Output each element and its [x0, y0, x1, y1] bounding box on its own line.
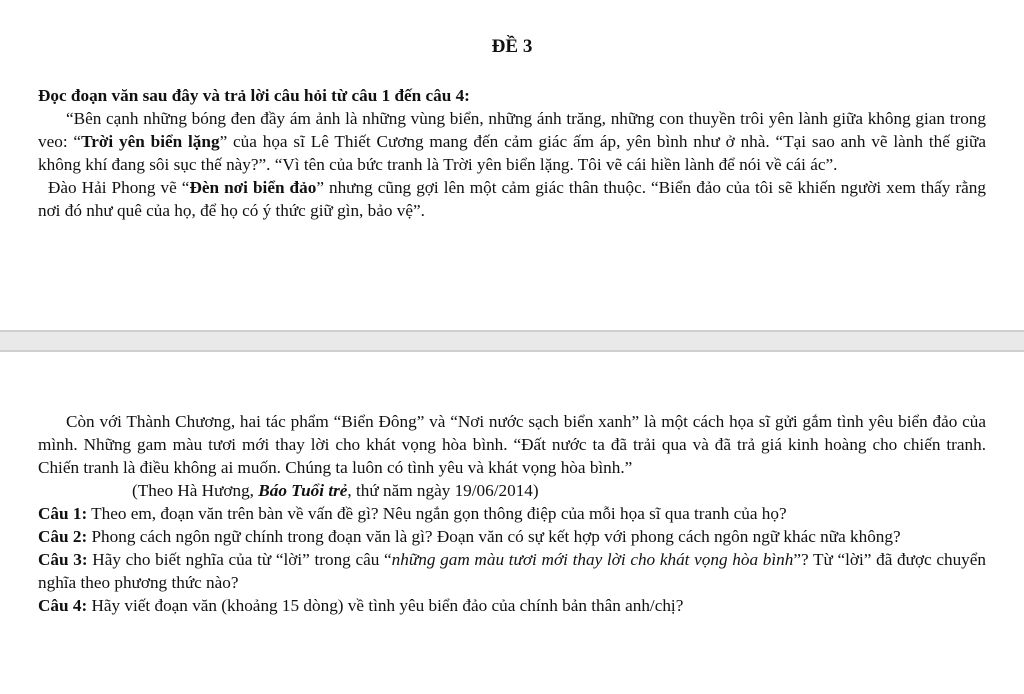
question-3-text-a: Hãy cho biết nghĩa của từ “lời” trong câu “: [87, 550, 392, 569]
source-newspaper: Báo Tuổi trẻ: [258, 481, 348, 500]
document-page-1: [0, 0, 1024, 330]
page-separator: [0, 330, 1024, 352]
paragraph-2-text-a: Đào Hải Phong vẽ “: [48, 178, 190, 197]
question-3-quote: những gam màu tươi mới thay lời cho khát vọng hòa bình: [391, 550, 794, 569]
reading-passage-part-2: [38, 410, 986, 617]
instruction-heading: Đọc đoạn văn sau đây và trả lời câu hỏi từ câu 1 đến câu 4:: [38, 86, 470, 105]
artwork-title-troi-yen-bien-lang: Trời yên biển lặng: [81, 132, 220, 151]
paragraph-3: Còn với Thành Chương, hai tác phẩm “Biển Đông” và “Nơi nước sạch biển xanh” là một cách họa sĩ gửi gắm tình yêu biển đảo của mình. Những gam màu tươi mới thay lời cho khát vọng hòa bình. “Đất nước ta đã trải qua và đã trả giá kinh hoàng cho chiến tranh. Chiến tranh là điều không ai muốn. Chúng ta luôn có tình yêu và khát vọng hòa bình.”: [38, 412, 986, 477]
question-1: [38, 502, 986, 525]
question-1-label: Câu 1:: [38, 504, 88, 523]
question-2-label: Câu 2:: [38, 527, 88, 546]
source-citation: [38, 479, 986, 502]
question-2-text: Phong cách ngôn ngữ chính trong đoạn văn là gì? Đoạn văn có sự kết hợp với phong cách ngôn ngữ khác nữa không?: [87, 527, 901, 546]
question-4: [38, 594, 986, 617]
exam-title: ĐỀ 3: [491, 36, 533, 57]
source-text-a: (Theo Hà Hương,: [132, 481, 259, 500]
paragraph-2: [38, 176, 986, 222]
question-3-label: Câu 3:: [38, 550, 88, 569]
question-3: [38, 548, 986, 594]
paragraph-2-text-b: ” nhưng cũng gợi lên một cảm giác thân thuộc. “Biển đảo của tôi sẽ khiến người xem thấy rằng nơi đó như quê của họ, để họ có ý thức giữ gìn, bảo vệ”.: [38, 178, 986, 220]
question-4-text: Hãy viết đoạn văn (khoảng 15 dòng) về tình yêu biển đảo của chính bản thân anh/chị?: [87, 596, 684, 615]
question-1-text: Theo em, đoạn văn trên bàn về vấn đề gì? Nêu ngắn gọn thông điệp của mỗi họa sĩ qua tranh của họ?: [87, 504, 787, 523]
paragraph-1-text-a: “Bên cạnh những bóng đen đầy ám ảnh là những vùng biển, những ánh trăng, những con thuyền trôi yên lành giữa không gian trong veo: “: [38, 109, 986, 151]
reading-passage-part-1: [38, 84, 986, 222]
paragraph-1: [38, 107, 986, 176]
source-text-b: , thứ năm ngày 19/06/2014): [347, 481, 539, 500]
question-4-label: Câu 4:: [38, 596, 88, 615]
question-2: [38, 525, 986, 548]
document-page-2: [0, 352, 1024, 694]
artwork-title-den-noi-bien-dao: Đèn nơi biển đảo: [189, 178, 317, 197]
question-3-text-b: ”? Từ “lời” đã được chuyển nghĩa theo phương thức nào?: [38, 550, 986, 592]
paragraph-1-text-b: ” của họa sĩ Lê Thiết Cương mang đến cảm giác ấm áp, yên bình như ở nhà. “Tại sao anh vẽ lành thế giữa không khí đang sôi sục thế này?”. “Vì tên của bức tranh là Trời yên biển lặng. Tôi vẽ cái hiền lành để nói về cái ác”.: [38, 132, 987, 174]
